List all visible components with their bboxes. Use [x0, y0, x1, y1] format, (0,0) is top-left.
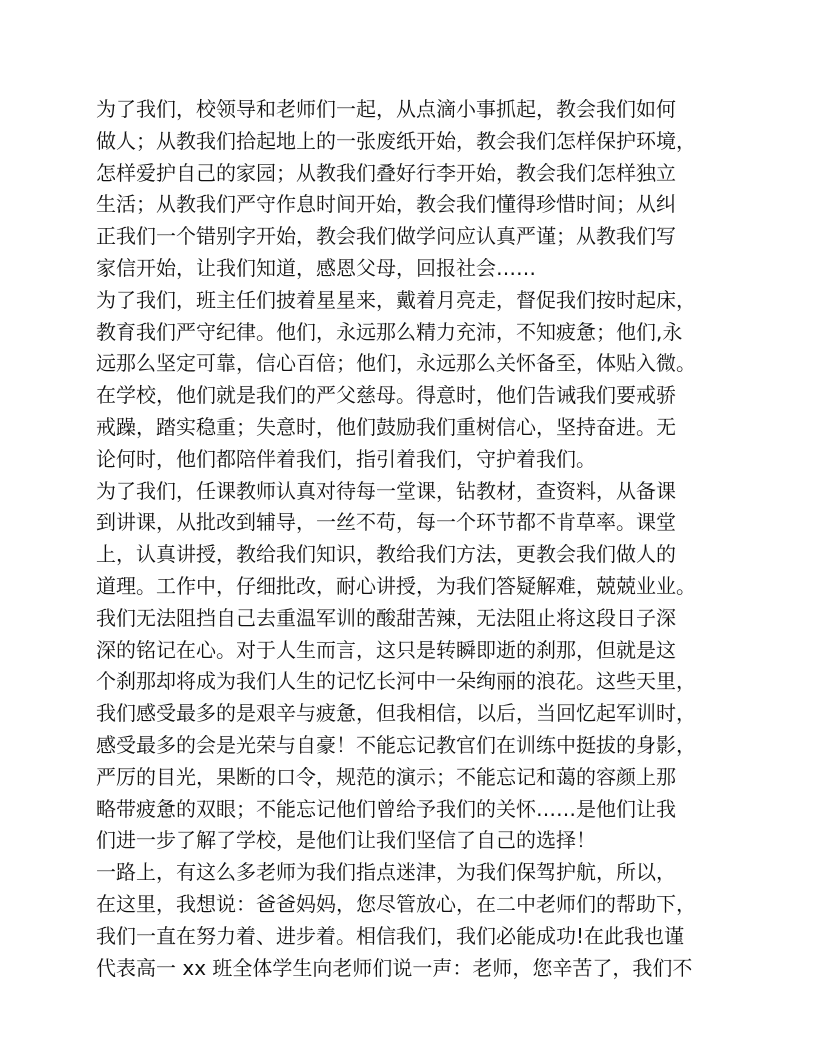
text-line: 道理。工作中，仔细批改，耐心讲授，为我们答疑解难，兢兢业业。 — [96, 573, 696, 598]
text-line: 我们一直在努力着、进步着。相信我们，我们必能成功!在此我也谨 — [96, 923, 685, 948]
text-line: 为了我们，校领导和老师们一起，从点滴小事抓起，教会我们如何 — [96, 97, 676, 121]
text-line: 我们感受最多的是艰辛与疲惫，但我相信，以后，当回忆起军训时， — [96, 701, 696, 726]
paragraph-2 — [96, 285, 720, 476]
text-line: 为了我们，班主任们披着星星来，戴着月亮走，督促我们按时起床， — [96, 287, 696, 312]
text-line: 个刹那却将成为我们人生的记忆长河中一朵绚丽的浪花。这些天里， — [96, 669, 696, 694]
text-line: 深的铭记在心。对于人生而言，这只是转瞬即逝的刹那，但就是这 — [96, 637, 676, 662]
text-line: 在学校，他们就是我们的严父慈母。得意时，他们告诫我们要戒骄 — [96, 383, 676, 408]
paragraph-4 — [96, 857, 720, 984]
text-line: 略带疲惫的双眼；不能忘记他们曾给予我们的关怀……是他们让我 — [96, 796, 676, 821]
text-line: 感受最多的会是光荣与自豪！不能忘记教官们在训练中挺拔的身影， — [96, 732, 696, 757]
text-line: 严厉的目光，果断的口令，规范的演示；不能忘记和蔼的容颜上那 — [96, 764, 676, 789]
text-line: 怎样爱护自己的家园；从教我们叠好行李开始，教会我们怎样独立 — [96, 160, 676, 185]
text-line: 在这里，我想说：爸爸妈妈，您尽管放心，在二中老师们的帮助下， — [96, 891, 696, 916]
text-line: 到讲课，从批改到辅导，一丝不苟，每一个环节都不肯草率。课堂 — [96, 510, 676, 535]
text-line: 做人；从教我们拾起地上的一张废纸开始，教会我们怎样保护环境， — [96, 128, 696, 153]
text-line: 生活；从教我们严守作息时间开始，教会我们懂得珍惜时间；从纠 — [96, 192, 676, 217]
text-line: 教育我们严守纪律。他们，永远那么精力充沛，不知疲惫；他们,永 — [96, 319, 683, 344]
text-line: 上，认真讲授，教给我们知识，教给我们方法，更教会我们做人的 — [96, 542, 676, 567]
text-line: 正我们一个错别字开始，教会我们做学问应认真严谨；从教我们写 — [96, 224, 676, 249]
paragraph-3 — [96, 476, 720, 858]
paragraph-1 — [96, 94, 720, 285]
text-line: 家信开始，让我们知道，感恩父母，回报社会…… — [96, 255, 536, 280]
text-line: 为了我们，任课教师认真对待每一堂课，钻教材，查资料，从备课 — [96, 478, 676, 503]
text-line: 戒躁，踏实稳重；失意时，他们鼓励我们重树信心，坚持奋进。无 — [96, 414, 676, 439]
text-line: 论何时，他们都陪伴着我们，指引着我们，守护着我们。 — [96, 446, 596, 471]
text-line: 一路上，有这么多老师为我们指点迷津，为我们保驾护航，所以， — [96, 860, 676, 885]
document-page — [96, 94, 720, 984]
text-line: 们进一步了解了学校，是他们让我们坚信了自己的选择！ — [96, 828, 596, 853]
text-line: 远那么坚定可靠，信心百倍；他们，永远那么关怀备至，体贴入微。 — [96, 351, 696, 376]
text-line: 代表高一 xx 班全体学生向老师们说一声：老师，您辛苦了，我们不 — [96, 955, 693, 980]
text-line: 我们无法阻挡自己去重温军训的酸甜苦辣，无法阻止将这段日子深 — [96, 605, 676, 630]
